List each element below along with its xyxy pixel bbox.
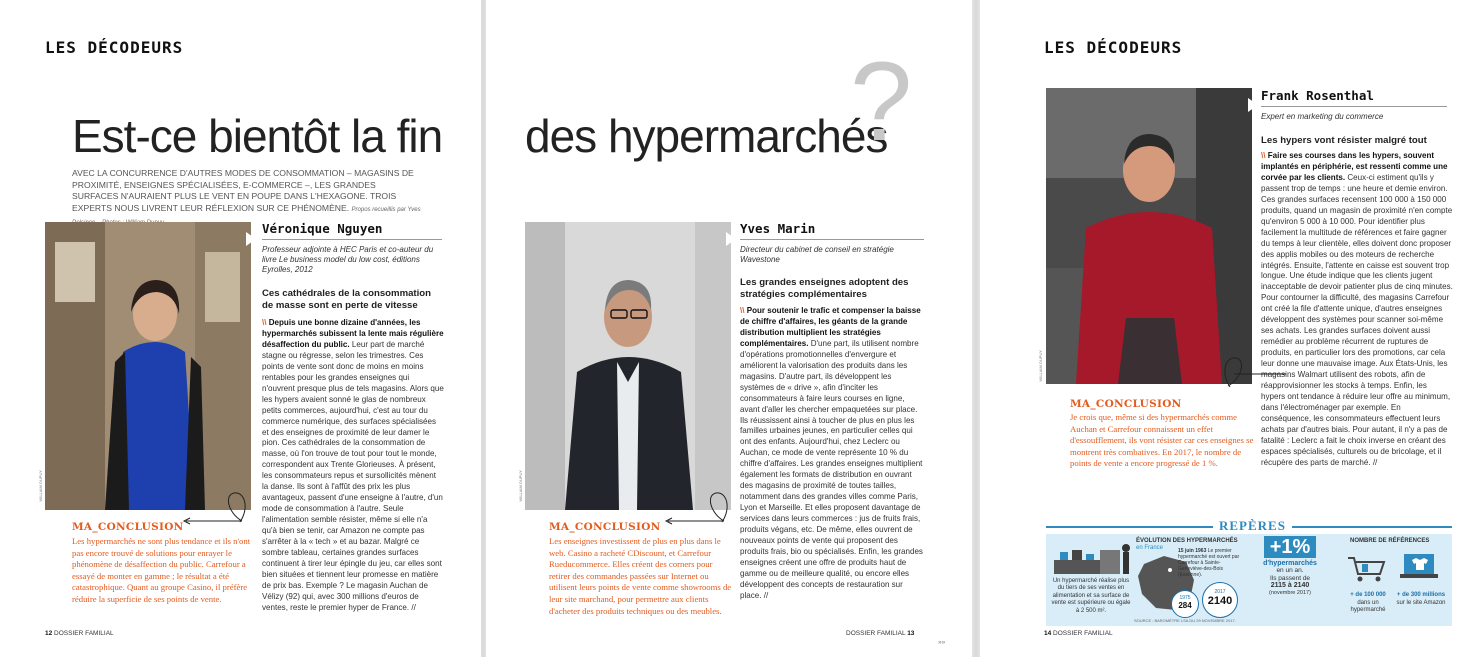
photo-credit: WILLIAM DUPUY xyxy=(518,470,523,502)
conclusion-arrow xyxy=(180,487,260,527)
growth-block: +1% d'hypermarchés en un an. Ils passent de 2115 à 2140 (novembre 2017) xyxy=(1263,536,1317,596)
photo-notch xyxy=(246,232,256,246)
expert-role: Professeur adjointe à HEC Paris et co-auteur du livre Le business model du low cost, éditions Eyrolles, 2012 xyxy=(262,245,434,274)
expert-body: \\ Depuis une bonne dizaine d'années, les hypermarchés subissent la lente mais régulière désaffection du public. Leur part de marché stagne ou régresse, selon les trimestres. Ces points de vente sont donc de moins en moins rentables pour les grandes enseignes qui n'ouvrent presque plus de tels magasins. Alors que les hypers avaient sonné le glas de nombreux petits commerces, aujourd'hui, c'est au tour du commerce numérique, des surfaces spécialisées et des enseignes de proximité de leur damer le pion. Ces cathédrales de la consommation de masse, où l'on trouve de tout pour tout le monde, correspondent aux Trente Glorieuses. À présent, les consommateurs repus et sursollicités mènent la danse. Ils sont à l'affût des prix les plus avantageux, passent d'une enseigne à l'autre, d'un mode de consommation à l'autre. Seule l'alimentation semble résister, même si elle n'a qu'à bien se tenir, car Amazon ne compte pas s'arrêter à la « tech » et au bazar. Malgré ce sombre tableau, certaines grandes surfaces continuent à tirer leur épingle du jeu, car elles sont bien situées et tiennent leur promesse en matière de prix bas. Exemple ? Le magasin Auchan de Vélizy (92) qui, avec 300 millions d'euros de ventes, reste le premier hyper de France. // xyxy=(262,318,444,612)
expert-title: Les grandes enseignes adoptent des stratégies complémentaires xyxy=(740,277,909,300)
photo-notch xyxy=(726,232,736,246)
conclusion-label: MA_CONCLUSION xyxy=(549,521,661,533)
page-12 xyxy=(0,0,481,657)
folio: 12 DOSSIER FAMILIAL xyxy=(45,630,114,637)
expert-title: Ces cathédrales de la consommation de masse sont en perte de vitesse xyxy=(262,288,432,311)
ref1-text: dans un hypermarché xyxy=(1350,600,1386,614)
folio: DOSSIER FAMILIAL 13 xyxy=(846,630,915,637)
headline-part-1: Est-ce bientôt la fin xyxy=(72,110,443,162)
portrait-illustration xyxy=(45,222,251,510)
headline-part-2: des hypermarchés xyxy=(525,110,888,162)
expert-role: Directeur du cabinet de conseil en stratégie Wavestone xyxy=(740,245,894,264)
reperes-source: SOURCE : BAROMÈTRE LSA DU 29 NOVEMBRE 2017. xyxy=(1134,618,1236,623)
intro-text: AVEC LA CONCURRENCE D'AUTRES MODES DE CONSOMMATION – MAGASINS DE PROXIMITÉ, ENSEIGNES SPÉCIALISÉES, E-COMMERCE –, LES GRANDES SURFACES N'AURAIENT PLUS LE VENT EN POUPE DANS L'HEXAGONE. TROIS EXPERTS NOUS LIVRENT LEUR RÉFLEXION SUR CE PHÉNOMÈNE. Propos recueillis par Yves xyxy=(72,168,422,230)
shopping-cart-icon xyxy=(1346,554,1390,584)
expert-name: Frank Rosenthal xyxy=(1261,88,1374,103)
photo-notch xyxy=(1248,98,1258,112)
reperes-panel xyxy=(1046,534,1452,626)
expert-photo-veronique-nguyen xyxy=(45,222,251,510)
photo-credit: WILLIAM DUPUY xyxy=(38,470,43,502)
conclusion-text: Les enseignes investissent de plus en plus dans le web. Casino a racheté CDiscount, et Carrefour Rueducommerce. Elles créent des corners pour retirer des commandes passées sur Internet ou utilisent leurs points de vente comme showrooms de leur site marchand, pour permettre aux clients d'acheter des produits techniques ou des meubles. xyxy=(549,536,732,616)
conclusion-label: MA_CONCLUSION xyxy=(72,521,184,533)
expert-body: \\ Pour soutenir le trafic et compenser la baisse de chiffre d'affaires, les géants de la grande distribution multiplient les stratégies complémentaires. D'une part, ils utilisent nombre d'opérations promotionnelles d'envergure et améliorent la valorisation des produits dans les magasins. D'autre part, ils développent les systèmes de « drive », afin d'inciter les consommateurs à faire leurs courses en ligne, avant d'aller les chercher empaquetées sur place. Ils réussissent ainsi à toucher de plus en plus les familles urbaines jeunes, en particulier celles qui ont des enfants. Aujourd'hui, chez Leclerc ou Auchan, ce mode de vente représente 10 % du chiffre d'affaires. Les grandes enseignes multiplient également les formats de distribution en ouvrant des magasins de proximité de toutes tailles, notamment dans des grandes villes comme Paris, Lyon et Marseille. Et elles proposent davantage de services dans leurs commerces : jus de fruits frais, produits végans, etc. De même, elles ouvrent de nouveaux points de vente qui proposent des produits frais, bio ou spécialisés. Enfin, les grandes enseignes créent une offre de produits haut de gamme ou de meilleure qualité, ou encore elles développent des concepts de restauration sur place. // xyxy=(740,306,923,600)
conclusion-text: Les hypermarchés ne sont plus tendance et ils n'ont pas encore trouvé de solutions pour enrayer le phénomène de désaffection du public. Carrefour a essayé de monter en gamme ; le résultat a été catastrophique. Quant au groupe Casino, il préfère réduire la superficie de ses points de vente. xyxy=(72,536,251,604)
quote-mark: \\ xyxy=(740,306,747,315)
expert-name: Yves Marin xyxy=(740,221,816,236)
portrait-illustration xyxy=(525,222,731,510)
quote-mark: \\ xyxy=(262,318,269,327)
expert-photo-yves-marin xyxy=(525,222,731,510)
intro-credit: Propos recueillis par Yves xyxy=(351,206,421,213)
name-rule xyxy=(1261,106,1447,107)
badge-1975: 1975 284 xyxy=(1171,590,1199,618)
reperes-title: REPÈRES xyxy=(1213,518,1292,534)
ref2-num: + de 300 millions xyxy=(1396,592,1446,598)
expert-title: Les hypers vont résister malgré tout xyxy=(1261,135,1427,146)
evo-title: ÉVOLUTION DES HYPERMARCHÉS xyxy=(1136,538,1238,544)
page-14 xyxy=(980,0,1458,657)
page-13 xyxy=(486,0,972,657)
portrait-illustration xyxy=(1046,88,1252,384)
question-mark: ? xyxy=(850,39,913,164)
folio: 14 DOSSIER FAMILIAL xyxy=(1044,630,1113,637)
quote-mark: \\ xyxy=(1261,151,1268,160)
photo-credit: WILLIAM DUPUY xyxy=(1038,350,1043,382)
checkout-counter-icon xyxy=(1052,540,1132,576)
reperes-area-text: Un hypermarché réalise plus du tiers de ses ventes en alimentation et sa surface de vente est supérieure ou égale à 2 500 m². xyxy=(1051,578,1131,614)
conclusion-label: MA_CONCLUSION xyxy=(1070,398,1182,410)
expert-name: Véronique Nguyen xyxy=(262,221,383,236)
evo-sub: en France xyxy=(1136,545,1164,551)
conclusion-text: Je crois que, même si des hypermarchés comme Auchan et Carrefour connaissent un effet d'essoufflement, ils vont résister car ces enseignes se montrent très combatives. En 2017, le nombre de points de vente a encore progressé de 1 %. xyxy=(1070,412,1254,469)
expert-role: Expert en marketing du commerce xyxy=(1261,112,1384,121)
ref2-text: sur le site Amazon xyxy=(1396,600,1446,606)
name-rule xyxy=(740,239,924,240)
ref1-num: + de 100 000 xyxy=(1350,592,1386,598)
continue-mark: »» xyxy=(938,639,946,646)
section-title: LES DÉCODEURS xyxy=(45,38,184,57)
conclusion-arrow xyxy=(662,487,742,527)
growth-pct: +1% xyxy=(1264,536,1316,558)
badge-2017: 2017 2140 xyxy=(1202,582,1238,618)
expert-body: \\ Faire ses courses dans les hypers, souvent implantés en périphérie, est ressenti comme une corvée par les clients. Ceux-ci estiment qu'ils y passent trop de temps : une heure et demie environ. Ces grandes surfaces recensent 100 000 à 150 000 produits, quand un magasin de proximité n'en compte qu'environ 5 000 à 10 000. Pour identifier plus facilement la multitude de références et faire gagner du temps à leur clientèle, elles doivent donc proposer des applis mobiles ou des moteurs de recherche intégrés. Ensuite, l'attente en caisse est souvent trop longue. Une étude indique que les clients jugent inacceptable de devoir patienter plus de cinq minutes. Pour contourner la difficulté, des magasins Carrefour ont créé la file d'attente unique, d'autres enseignes développent des systèmes pour scanner soi-même ses achats. Les grandes surfaces doivent aussi remédier au problème récurrent de ruptures de produits, en particulier lors des promotions, car cela leur donne une mauvaise image. Aux États-Unis, les magasins Walmart utilisent des robots, afin de réapprovisionner les stocks à temps. Enfin, les hypers ont tendance à réduire leur offre au minimum, dans l'électroménager par exemple. En conséquence, les consommateurs effectuent leurs achats par d'autres biais. Pour autant, il n'y a pas de fatalité : Leclerc a fait le choix inverse en créant des espaces spécialisés, culturels ou de bricolage, et il récupère des parts de marché. // xyxy=(1261,151,1453,467)
laptop-icon xyxy=(1394,552,1444,586)
ref-title: NOMBRE DE RÉFÉRENCES xyxy=(1350,538,1430,544)
conclusion-arrow xyxy=(1220,352,1290,392)
evo-first: 15 juin 1963 Le premier hypermarché est ouvert par Carrefour à Sainte-Geneviève-des-Bois (Essonne). xyxy=(1178,548,1240,578)
section-title: LES DÉCODEURS xyxy=(1044,38,1183,57)
expert-photo-frank-rosenthal xyxy=(1046,88,1252,384)
name-rule xyxy=(262,239,442,240)
